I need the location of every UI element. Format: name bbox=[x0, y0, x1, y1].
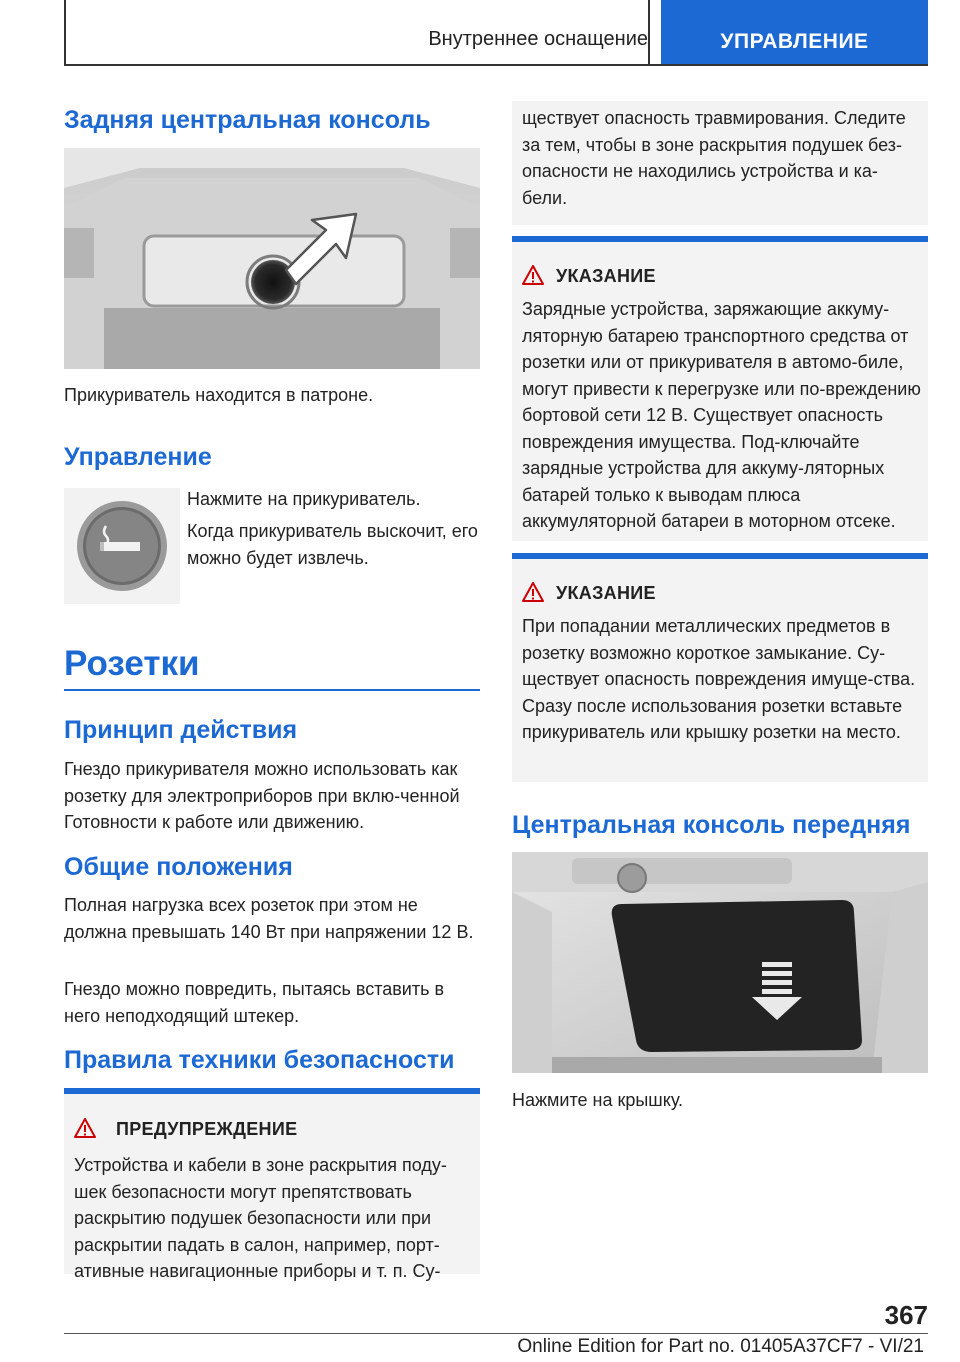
safety-heading: Правила техники безопасности bbox=[64, 1046, 455, 1074]
general-heading: Общие положения bbox=[64, 853, 293, 881]
principle-heading: Принцип действия bbox=[64, 716, 298, 744]
warning-bar bbox=[64, 1088, 480, 1094]
warning-continuation-box bbox=[512, 101, 928, 225]
footer-rule bbox=[64, 1333, 928, 1334]
warning-text: Устройства и кабели в зоне раскрытия поду-шек безопасности могут препятствовать раскрытию подушек безопасности или при раскрытии падать в салон, например, порт-ативные навигационные приборы и т. п. Су- bbox=[74, 1155, 447, 1281]
caution-triangle-icon bbox=[522, 265, 544, 290]
note-bar-2 bbox=[512, 553, 928, 559]
operation-step-2: Когда прикуриватель выскочит, его можно будет извлечь. bbox=[187, 521, 478, 568]
warning-triangle-icon bbox=[74, 1118, 96, 1143]
note-box-1 bbox=[512, 236, 928, 541]
note-box-2 bbox=[512, 553, 928, 782]
sockets-rule bbox=[64, 689, 480, 691]
note-title-2: УКАЗАНИЕ bbox=[556, 583, 656, 603]
rear-console-heading: Задняя центральная консоль bbox=[64, 106, 431, 134]
caution-triangle-icon bbox=[522, 582, 544, 607]
header-divider-right bbox=[648, 0, 650, 66]
edition-line: Online Edition for Part no. 01405A37CF7 - VI/21 bbox=[517, 1336, 924, 1357]
header-chapter-tab[interactable]: УПРАВЛЕНИЕ bbox=[661, 0, 928, 64]
lighter-button-image bbox=[64, 488, 180, 604]
front-console-photo bbox=[512, 852, 928, 1073]
principle-text: Гнездо прикуривателя можно использовать как розетку для электроприборов при вклю-ченной Готовности к работе или движению. bbox=[64, 759, 460, 832]
header-section-title: Внутреннее оснащение bbox=[428, 28, 648, 50]
note-bar-1 bbox=[512, 236, 928, 242]
warning-box bbox=[64, 1088, 480, 1281]
note-text-2: При попадании металлических предметов в розетку возможно короткое замыкание. Су-ществует опасность повреждения имуще-ства. Сразу после использования розетки вставьте прикуриватель или крышку розетки на место. bbox=[522, 616, 916, 742]
rear-console-photo bbox=[64, 148, 480, 369]
note-title-1: УКАЗАНИЕ bbox=[556, 266, 656, 286]
general-text-2: Гнездо можно повредить, пытаясь вставить в него неподходящий штекер. bbox=[64, 979, 445, 1026]
note-text-1: Зарядные устройства, заряжающие аккуму-ляторную батарею транспортного средства от розетки или от прикуривателя в автомо-биле, могут привести к перегрузке или по-вреждению бортовой сети 12 В. Существует опасность повреждения имущества. Под-ключайте зарядные устройства для аккуму-ляторных батарей только к выводам плюса аккумуляторной батареи в моторном отсеке. bbox=[522, 299, 921, 531]
general-text-1: Полная нагрузка всех розеток при этом не должна превышать 140 Вт при напряжении 12 В. bbox=[64, 895, 474, 942]
operation-heading: Управление bbox=[64, 443, 212, 471]
header-rule bbox=[64, 64, 928, 66]
front-console-caption: Нажмите на крышку. bbox=[512, 1090, 684, 1110]
warning-title: ПРЕДУПРЕЖДЕНИЕ bbox=[116, 1119, 298, 1139]
operation-step-1: Нажмите на прикуриватель. bbox=[187, 489, 421, 509]
front-console-heading: Центральная консоль передняя bbox=[512, 811, 911, 839]
rear-console-caption: Прикуриватель находится в патроне. bbox=[64, 385, 374, 405]
page-number: 367 bbox=[884, 1300, 928, 1330]
warning-continuation-text: ществует опасность травмирования. Следите за тем, чтобы в зоне раскрытия подушек без-опасности не находились устройства и ка-бели. bbox=[522, 108, 906, 208]
header-divider-left bbox=[64, 0, 66, 66]
sockets-heading: Розетки bbox=[64, 644, 200, 683]
